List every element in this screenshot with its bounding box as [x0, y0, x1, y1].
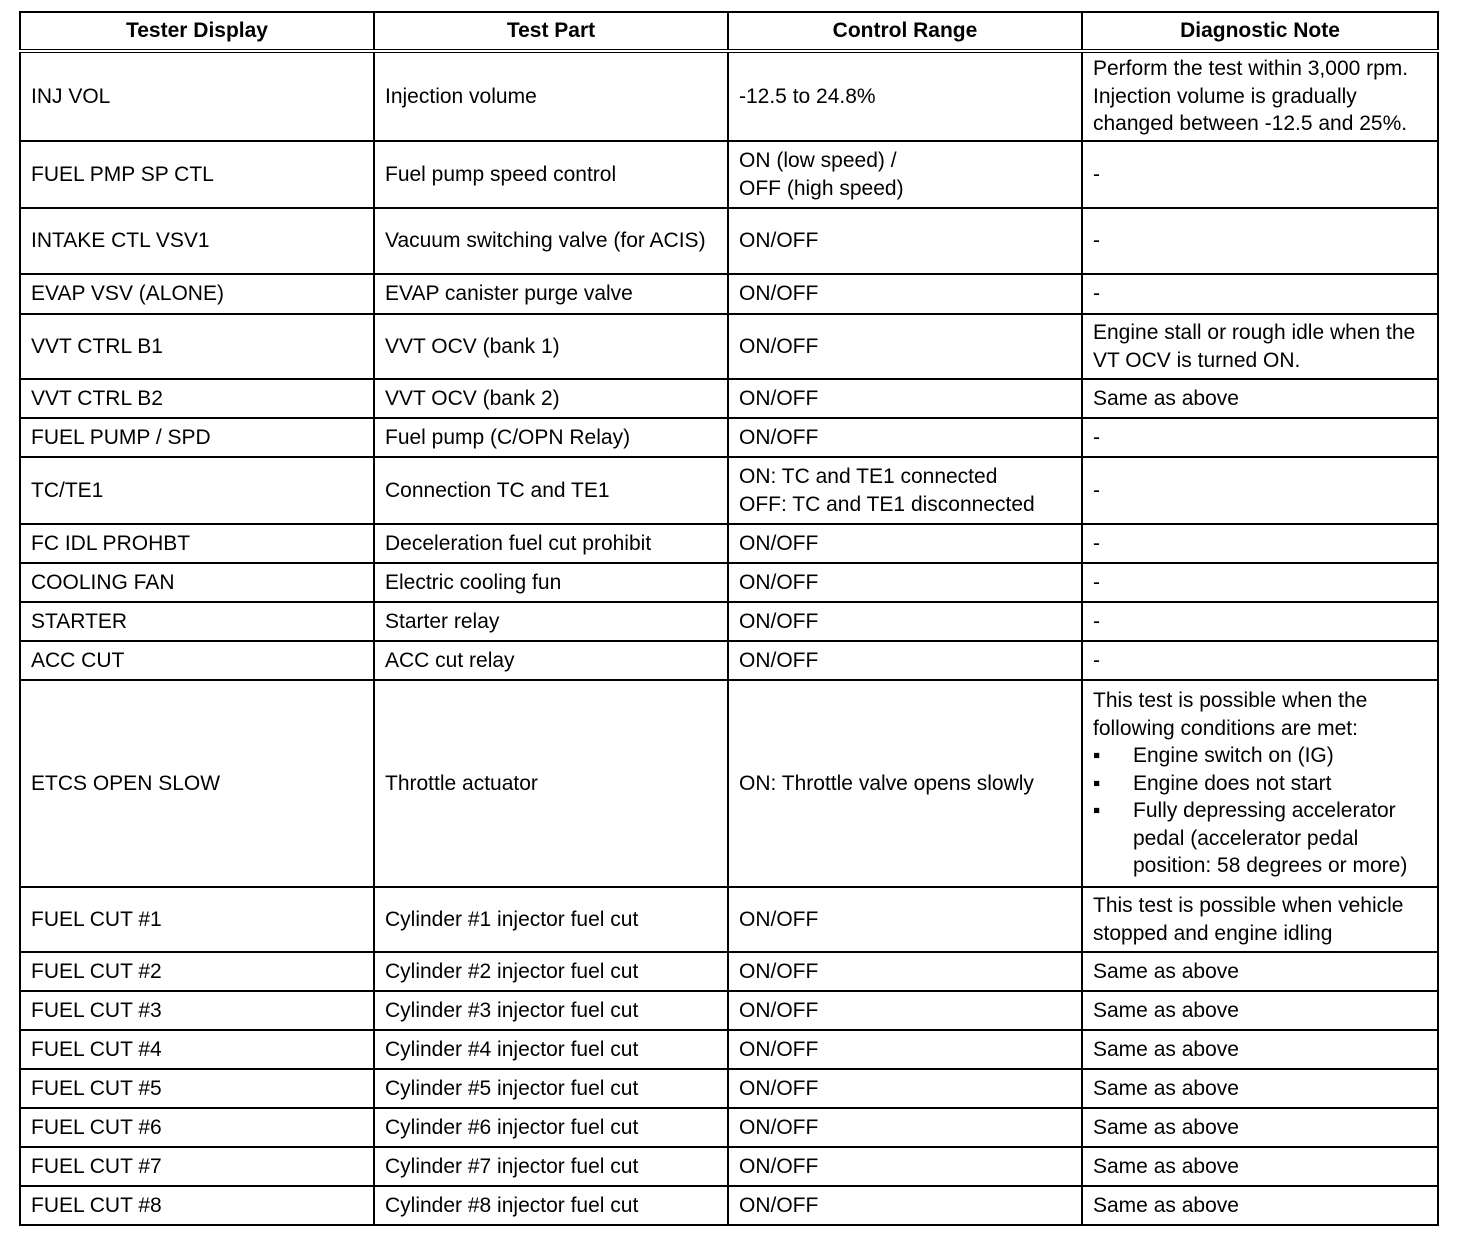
tester-display-cell-text: FUEL PUMP / SPD [31, 425, 211, 449]
header-diagnostic-note: Diagnostic Note [1082, 12, 1438, 51]
table-row [20, 602, 1438, 641]
diagnostic-note-cell-text: - [1093, 609, 1100, 633]
tester-display-cell-text: ETCS OPEN SLOW [31, 771, 221, 795]
test-part-cell-text: Cylinder #7 injector fuel cut [385, 1154, 639, 1178]
table-body [20, 51, 1438, 1225]
control-range-cell [728, 641, 1082, 680]
control-range-cell-text: -12.5 to 24.8% [739, 84, 876, 108]
table-row [20, 1030, 1438, 1069]
control-range-cell-text: ON (low speed) / OFF (high speed) [739, 149, 904, 200]
tester-display-cell-text: FUEL CUT #1 [31, 907, 162, 931]
table-row [20, 208, 1438, 274]
table-row [20, 680, 1438, 887]
control-range-cell [728, 602, 1082, 641]
diagnostic-note-cell [1082, 208, 1438, 274]
control-range-cell-text: ON/OFF [739, 531, 819, 555]
control-range-cell [728, 887, 1082, 952]
table-row [20, 524, 1438, 563]
condition-text: Engine switch on (IG) [1133, 744, 1334, 768]
test-part-cell [374, 457, 728, 524]
tester-display-cell-text: EVAP VSV (ALONE) [31, 282, 224, 306]
diagnostic-note-cell [1082, 379, 1438, 418]
diagnostic-note-cell-text: Same as above [1093, 1115, 1239, 1139]
diagnostic-note-cell [1082, 274, 1438, 314]
test-part-cell-text: Fuel pump (C/OPN Relay) [385, 425, 631, 449]
tester-display-cell-text: FUEL CUT #4 [31, 1037, 162, 1061]
test-part-cell-text: Deceleration fuel cut prohibit [385, 531, 652, 555]
diagnostic-note-cell [1082, 887, 1438, 952]
test-part-cell-text: EVAP canister purge valve [385, 282, 633, 306]
tester-display-cell [20, 141, 374, 208]
tester-display-cell-text: COOLING FAN [31, 570, 175, 594]
test-part-cell [374, 379, 728, 418]
test-part-cell-text: Throttle actuator [385, 771, 538, 795]
test-part-cell [374, 141, 728, 208]
diagnostic-note-cell-text: Same as above [1093, 1076, 1239, 1100]
table-row [20, 418, 1438, 457]
test-part-cell-text: Cylinder #5 injector fuel cut [385, 1076, 639, 1100]
bullet-icon: ▪ [1093, 744, 1101, 768]
test-part-cell [374, 887, 728, 952]
test-part-cell [374, 208, 728, 274]
tester-display-cell-text: INJ VOL [31, 84, 111, 108]
test-part-cell-text: Cylinder #4 injector fuel cut [385, 1037, 639, 1061]
tester-display-cell [20, 952, 374, 991]
control-range-cell [728, 680, 1082, 887]
tester-display-cell [20, 641, 374, 680]
table-row [20, 1108, 1438, 1147]
control-range-cell [728, 1147, 1082, 1186]
control-range-cell-text: ON/OFF [739, 282, 819, 306]
table-row [20, 641, 1438, 680]
control-range-cell-text: ON/OFF [739, 570, 819, 594]
control-range-cell-text: ON/OFF [739, 386, 819, 410]
diagnostic-note-cell-text: - [1093, 282, 1100, 306]
control-range-cell [728, 379, 1082, 418]
diagnostic-note-cell [1082, 457, 1438, 524]
control-range-cell-text: ON/OFF [739, 1076, 819, 1100]
diagnostic-note-cell-text: - [1093, 425, 1100, 449]
diagnostic-note-cell-text: - [1093, 648, 1100, 672]
test-part-cell-text: ACC cut relay [385, 648, 515, 672]
test-part-cell [374, 680, 728, 887]
table-row [20, 1069, 1438, 1108]
control-range-cell [728, 51, 1082, 141]
diagnostic-note-cell-text: Same as above [1093, 1037, 1239, 1061]
table-row [20, 51, 1438, 141]
test-part-cell [374, 952, 728, 991]
diagnostic-note-cell-text: - [1093, 162, 1100, 186]
diagnostic-note-cell [1082, 524, 1438, 563]
tester-display-cell-text: TC/TE1 [31, 478, 104, 502]
control-range-cell [728, 314, 1082, 379]
list-item [1093, 797, 1427, 880]
test-part-cell [374, 1108, 728, 1147]
conditions-list [1093, 742, 1427, 880]
list-item [1093, 742, 1427, 770]
test-part-cell-text: Cylinder #3 injector fuel cut [385, 998, 639, 1022]
tester-display-cell [20, 208, 374, 274]
test-part-cell-text: Injection volume [385, 84, 537, 108]
header-test-part: Test Part [374, 12, 728, 51]
table-row [20, 141, 1438, 208]
tester-display-cell [20, 379, 374, 418]
diagnostic-note-cell-text: Same as above [1093, 1154, 1239, 1178]
control-range-cell-text: ON/OFF [739, 907, 819, 931]
test-part-cell [374, 314, 728, 379]
control-range-cell [728, 1108, 1082, 1147]
control-range-cell [728, 1030, 1082, 1069]
table-row [20, 379, 1438, 418]
table-row [20, 1147, 1438, 1186]
test-part-cell-text: Cylinder #6 injector fuel cut [385, 1115, 639, 1139]
active-test-table [19, 11, 1439, 1226]
diagnostic-note-cell-text: - [1093, 478, 1100, 502]
diagnostic-note-cell [1082, 602, 1438, 641]
tester-display-cell-text: FUEL CUT #2 [31, 959, 162, 983]
diagnostic-note-cell [1082, 141, 1438, 208]
tester-display-cell-text: ACC CUT [31, 648, 125, 672]
tester-display-cell [20, 1030, 374, 1069]
diagnostic-note-cell [1082, 641, 1438, 680]
diagnostic-note-cell [1082, 314, 1438, 379]
tester-display-cell-text: STARTER [31, 609, 128, 633]
tester-display-cell [20, 457, 374, 524]
tester-display-cell-text: VVT CTRL B1 [31, 334, 163, 358]
tester-display-cell [20, 1186, 374, 1225]
tester-display-cell [20, 314, 374, 379]
control-range-cell-text: ON: Throttle valve opens slowly [739, 771, 1034, 795]
diagnostic-note-cell-text: - [1093, 570, 1100, 594]
tester-display-cell [20, 1108, 374, 1147]
control-range-cell [728, 141, 1082, 208]
control-range-cell-text: ON/OFF [739, 229, 819, 253]
diagnostic-note-cell [1082, 991, 1438, 1030]
table-header [20, 12, 1438, 51]
table-row [20, 991, 1438, 1030]
control-range-cell-text: ON/OFF [739, 998, 819, 1022]
test-part-cell-text: Cylinder #2 injector fuel cut [385, 959, 639, 983]
tester-display-cell-text: FUEL PMP SP CTL [31, 162, 214, 186]
tester-display-cell [20, 602, 374, 641]
diagnostic-note-cell-text: Same as above [1093, 959, 1239, 983]
test-part-cell [374, 602, 728, 641]
control-range-cell [728, 208, 1082, 274]
control-range-cell [728, 1069, 1082, 1108]
test-part-cell [374, 1069, 728, 1108]
control-range-cell-text: ON/OFF [739, 1193, 819, 1217]
diagnostic-note-cell [1082, 680, 1438, 887]
tester-display-cell-text: FC IDL PROHBT [31, 531, 191, 555]
diagnostic-note-cell [1082, 51, 1438, 141]
header-row [20, 12, 1438, 51]
tester-display-cell [20, 680, 374, 887]
test-part-cell-text: Cylinder #1 injector fuel cut [385, 907, 639, 931]
diagnostic-note-cell-text: This test is possible when the following conditions are met: [1093, 689, 1368, 740]
control-range-cell-text: ON: TC and TE1 connected OFF: TC and TE1 disconnected [739, 465, 1035, 516]
tester-display-cell-text: FUEL CUT #6 [31, 1115, 162, 1139]
test-part-cell [374, 563, 728, 602]
diagnostic-note-cell-text: Same as above [1093, 1193, 1239, 1217]
diagnostic-note-cell-text: - [1093, 229, 1100, 253]
diagnostic-note-cell-text: Perform the test within 3,000 rpm. Injection volume is gradually changed between -12.5 and 25%. [1093, 57, 1409, 136]
header-tester-display: Tester Display [20, 12, 374, 51]
test-part-cell [374, 274, 728, 314]
control-range-cell-text: ON/OFF [739, 609, 819, 633]
bullet-icon: ▪ [1093, 771, 1101, 795]
test-part-cell-text: Cylinder #8 injector fuel cut [385, 1193, 639, 1217]
table-row [20, 314, 1438, 379]
test-part-cell [374, 1147, 728, 1186]
test-part-cell [374, 641, 728, 680]
table-row [20, 563, 1438, 602]
test-part-cell-text: Starter relay [385, 609, 500, 633]
diagnostic-note-cell-text: This test is possible when vehicle stopped and engine idling [1093, 894, 1404, 945]
control-range-cell [728, 1186, 1082, 1225]
tester-display-cell [20, 1147, 374, 1186]
test-part-cell-text: VVT OCV (bank 1) [385, 334, 560, 358]
control-range-cell [728, 563, 1082, 602]
diagnostic-note-cell [1082, 952, 1438, 991]
tester-display-cell [20, 887, 374, 952]
control-range-cell [728, 524, 1082, 563]
tester-display-cell-text: FUEL CUT #8 [31, 1193, 162, 1217]
table-row [20, 952, 1438, 991]
test-part-cell [374, 991, 728, 1030]
diagnostic-note-cell-text: - [1093, 531, 1100, 555]
tester-display-cell [20, 1069, 374, 1108]
condition-text: Engine does not start [1133, 771, 1332, 795]
diagnostic-note-cell [1082, 1030, 1438, 1069]
control-range-cell [728, 952, 1082, 991]
control-range-cell-text: ON/OFF [739, 425, 819, 449]
control-range-cell-text: ON/OFF [739, 1037, 819, 1061]
test-part-cell [374, 524, 728, 563]
tester-display-cell [20, 51, 374, 141]
diagnostic-note-cell [1082, 1069, 1438, 1108]
diagnostic-note-cell [1082, 418, 1438, 457]
control-range-cell-text: ON/OFF [739, 334, 819, 358]
tester-display-cell [20, 524, 374, 563]
header-control-range: Control Range [728, 12, 1082, 51]
control-range-cell-text: ON/OFF [739, 1115, 819, 1139]
test-part-cell [374, 51, 728, 141]
test-part-cell [374, 418, 728, 457]
diagnostic-note-cell [1082, 1186, 1438, 1225]
control-range-cell [728, 274, 1082, 314]
test-part-cell-text: VVT OCV (bank 2) [385, 386, 560, 410]
test-part-cell-text: Electric cooling fun [385, 570, 562, 594]
diagnostic-note-cell-text: Engine stall or rough idle when the VT OCV is turned ON. [1093, 321, 1416, 372]
condition-text: Fully depressing accelerator pedal (accelerator pedal position: 58 degrees or more) [1133, 799, 1408, 878]
control-range-cell [728, 991, 1082, 1030]
test-part-cell [374, 1030, 728, 1069]
tester-display-cell [20, 274, 374, 314]
tester-display-cell [20, 991, 374, 1030]
tester-display-cell-text: FUEL CUT #7 [31, 1154, 162, 1178]
table-row [20, 1186, 1438, 1225]
diagnostic-note-cell-text: Same as above [1093, 998, 1239, 1022]
diagnostic-note-cell-text: Same as above [1093, 386, 1239, 410]
diagnostic-note-cell [1082, 563, 1438, 602]
test-part-cell-text: Vacuum switching valve (for ACIS) [385, 229, 706, 253]
tester-display-cell-text: VVT CTRL B2 [31, 386, 163, 410]
table-row [20, 274, 1438, 314]
control-range-cell-text: ON/OFF [739, 959, 819, 983]
table-row [20, 887, 1438, 952]
control-range-cell-text: ON/OFF [739, 648, 819, 672]
tester-display-cell [20, 418, 374, 457]
tester-display-cell-text: FUEL CUT #3 [31, 998, 162, 1022]
test-part-cell-text: Connection TC and TE1 [385, 478, 610, 502]
tester-display-cell-text: INTAKE CTL VSV1 [31, 229, 210, 253]
test-part-cell [374, 1186, 728, 1225]
control-range-cell [728, 418, 1082, 457]
tester-display-cell [20, 563, 374, 602]
control-range-cell-text: ON/OFF [739, 1154, 819, 1178]
table-row [20, 457, 1438, 524]
diagnostic-note-cell [1082, 1147, 1438, 1186]
bullet-icon: ▪ [1093, 799, 1101, 823]
list-item [1093, 770, 1427, 798]
control-range-cell [728, 457, 1082, 524]
tester-display-cell-text: FUEL CUT #5 [31, 1076, 162, 1100]
diagnostic-note-cell [1082, 1108, 1438, 1147]
test-part-cell-text: Fuel pump speed control [385, 162, 617, 186]
